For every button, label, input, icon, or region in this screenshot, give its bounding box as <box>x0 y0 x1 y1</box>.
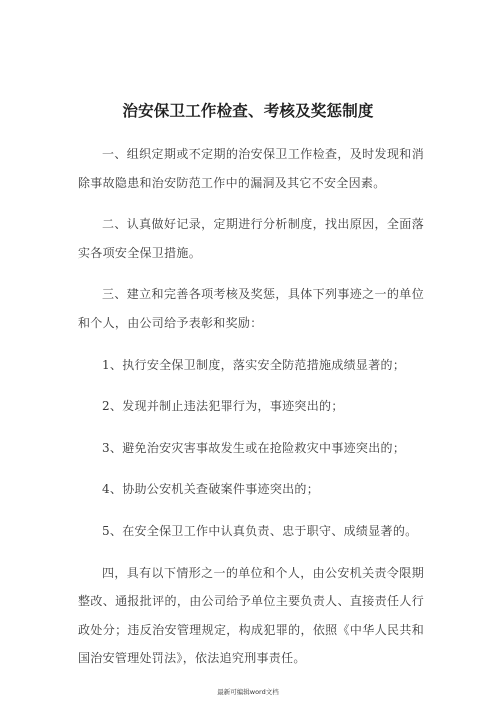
list-item-4: 4、协助公安机关查破案件事迹突出的； <box>102 482 320 497</box>
paragraph-2: 二、认真做好记录，定期进行分析制度，找出原因，全面落实各项安全保卫措施。 <box>78 217 424 260</box>
footer-note: 最新可编辑word文档 <box>217 688 279 696</box>
list-item-5: 5、在安全保卫工作中认真负责、忠于职守、成绩显著的。 <box>102 523 418 538</box>
list-item-2: 2、发现并制止违法犯罪行为，事迹突出的； <box>102 399 344 414</box>
list-item-1: 1、执行安全保卫制度，落实安全防范措施成绩显著的； <box>102 357 406 372</box>
paragraph-3: 三、建立和完善各项考核及奖惩，具体下列事迹之一的单位和个人，由公司给予表彰和奖励： <box>78 287 424 330</box>
paragraph-4: 四，具有以下情形之一的单位和个人，由公安机关责令限期整改、通报批评的，由公司给予单位主要负责人、直接责任人行政处分；违反治安管理规定，构成犯罪的，依照《中华人民共和国治安管理处罚法》，依法追究刑事责任。 <box>78 565 424 666</box>
list-item-3: 3、避免治安灾害事故发生或在抢险救灾中事迹突出的； <box>102 440 406 455</box>
paragraph-1: 一、组织定期或不定期的治安保卫工作检查，及时发现和消除事故隐患和治安防范工作中的漏洞及其它不安全因素。 <box>78 147 424 190</box>
document-body <box>78 140 424 686</box>
document-title: 治安保卫工作检查、考核及奖惩制度 <box>122 102 374 120</box>
